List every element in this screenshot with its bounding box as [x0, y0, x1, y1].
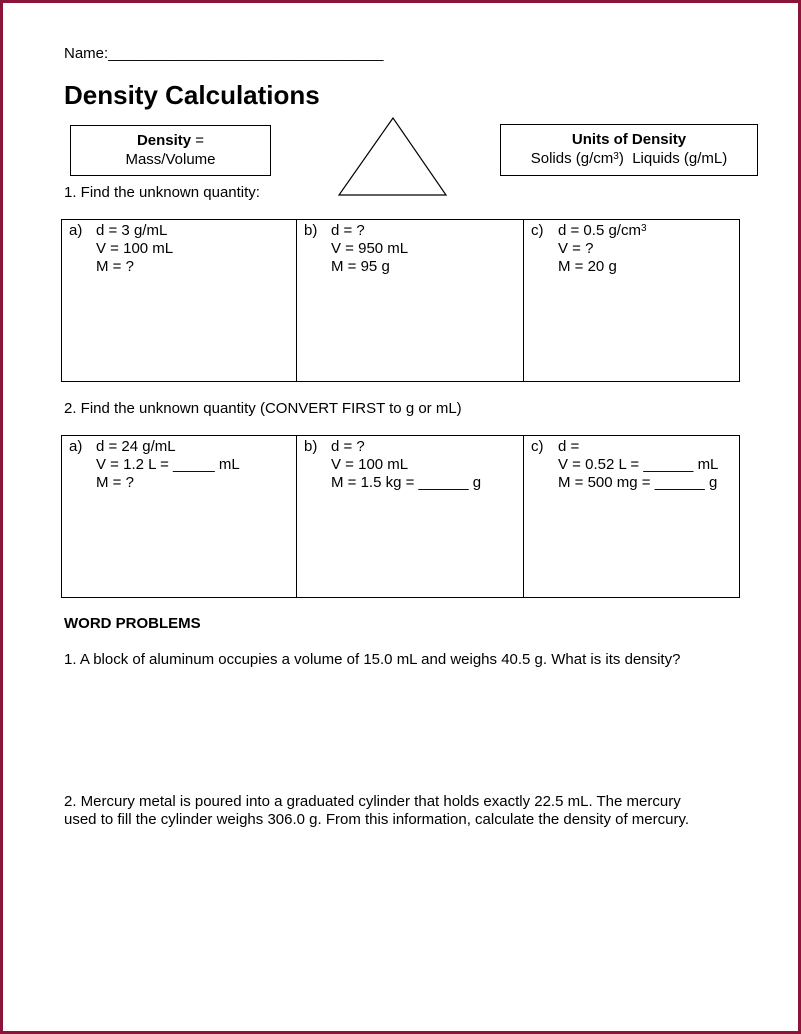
name-label: Name:: [64, 45, 109, 62]
density-formula-bold: Density: [136, 132, 192, 149]
section2-cell-a[interactable]: a) d = 24 g/mL V = 1.2 L = _____ mL M = ?: [62, 436, 297, 598]
units-line: [501, 149, 757, 168]
section2-cell-c[interactable]: c) d = V = 0.52 L = ______ mL M = 500 mg = ______ g: [524, 436, 740, 598]
section2-cell-b[interactable]: b) d = ? V = 100 mL M = 1.5 kg = ______ g: [297, 436, 524, 598]
section2-grid: [61, 435, 740, 598]
density-formula-line2: Mass/Volume: [125, 151, 216, 168]
section1-cell-a[interactable]: a) d = 3 g/mL V = 100 mL M = ?: [62, 220, 297, 382]
word-problems-heading: WORD PROBLEMS: [64, 615, 201, 632]
word-problem-2-line2: used to fill the cylinder weighs 306.0 g. From this information, calculate the density of mercury.: [64, 811, 690, 828]
word-problem-1: 1. A block of aluminum occupies a volume of 15.0 mL and weighs 40.5 g. What is its density?: [64, 651, 681, 668]
word-problem-2-line1: 2. Mercury metal is poured into a graduated cylinder that holds exactly 22.5 mL. The mercury: [64, 793, 681, 810]
section1-grid: [61, 219, 740, 382]
section2-label: 2. Find the unknown quantity (CONVERT FIRST to g or mL): [64, 400, 462, 417]
units-liquids: Liquids (g/mL): [632, 150, 728, 167]
units-solids: Solids $(g/cm^3)$: [530, 150, 624, 167]
section1-cell-b[interactable]: b) d = ? V = 950 mL M = 95 g: [297, 220, 524, 382]
density-formula-box: [70, 125, 271, 176]
units-title: Units of Density: [571, 131, 687, 148]
name-field[interactable]: [64, 45, 383, 62]
name-blank: _________________________________: [108, 45, 384, 62]
section1-cell-c[interactable]: c) d = 0.5 $g/cm^3$ V = ? M = 20 g: [524, 220, 740, 382]
page-title: Density Calculations: [64, 80, 320, 110]
formula-triangle-icon: [337, 116, 449, 198]
density-formula-equals: =: [191, 132, 205, 149]
word-problem-2: [64, 793, 744, 829]
section1-label: 1. Find the unknown quantity:: [64, 184, 260, 201]
units-box: [500, 124, 758, 176]
density-formula-line1: [71, 131, 270, 150]
